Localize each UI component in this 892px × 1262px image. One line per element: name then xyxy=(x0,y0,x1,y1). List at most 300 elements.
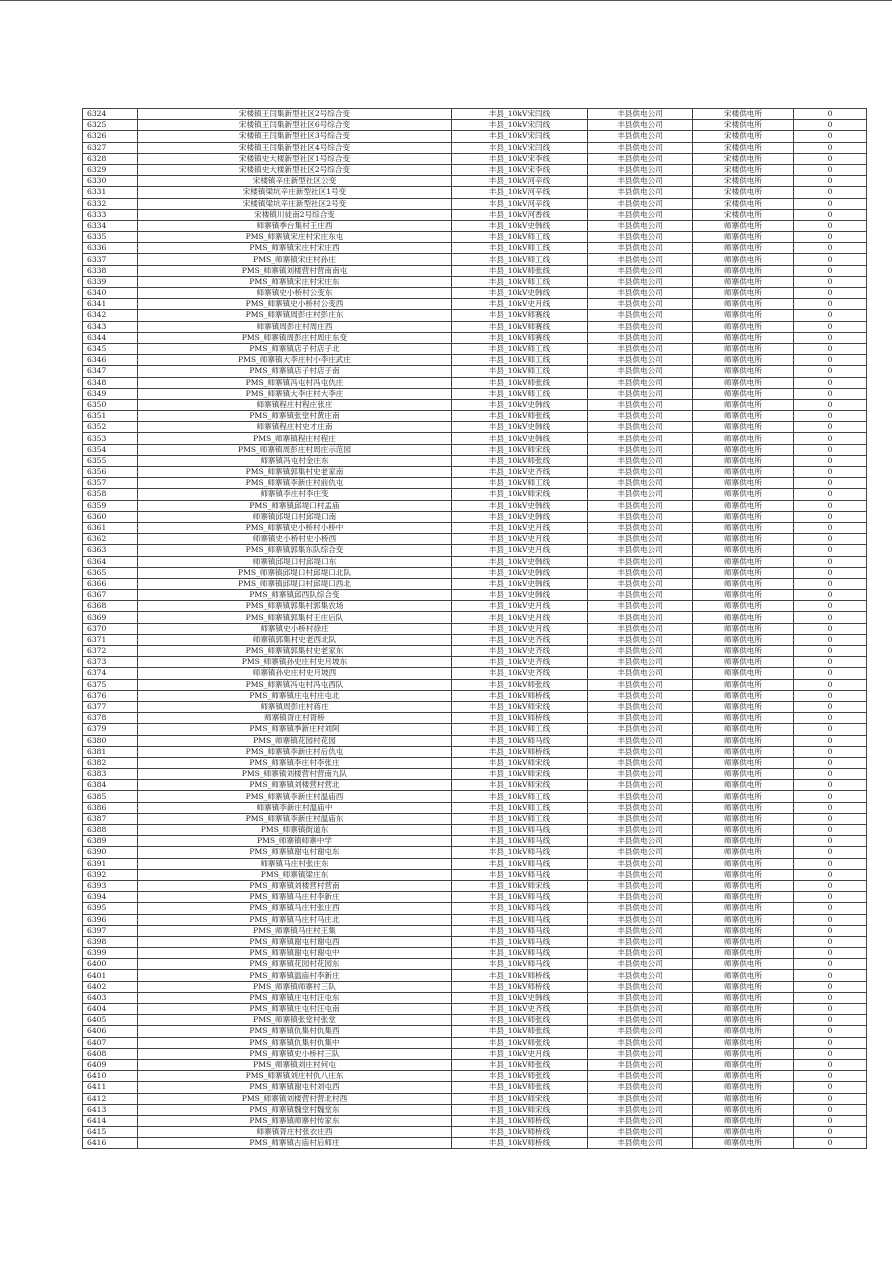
station-cell: 师寨供电所 xyxy=(693,1071,794,1082)
station-cell: 宋楼供电所 xyxy=(693,109,794,120)
station-cell: 师寨供电所 xyxy=(693,467,794,478)
station-cell: 师寨供电所 xyxy=(693,892,794,903)
table-row xyxy=(83,769,867,780)
feeder-line-cell: 丰县_10kV师桥线 xyxy=(452,981,588,992)
table-row xyxy=(83,1059,867,1070)
row-number-cell: 6409 xyxy=(83,1059,138,1070)
station-cell: 师寨供电所 xyxy=(693,657,794,668)
transformer-name-cell: PMS_师寨镇刘楼营村营南南屯 xyxy=(138,265,452,276)
transformer-name-cell: PMS_师寨镇店子村店子南 xyxy=(138,366,452,377)
feeder-line-cell: 丰县_10kV师张线 xyxy=(452,679,588,690)
table-row xyxy=(83,1093,867,1104)
feeder-line-cell: 丰县_10kV师工线 xyxy=(452,478,588,489)
row-number-cell: 6342 xyxy=(83,310,138,321)
station-cell: 宋楼供电所 xyxy=(693,131,794,142)
row-number-cell: 6349 xyxy=(83,388,138,399)
value-cell: 0 xyxy=(794,1093,867,1104)
feeder-line-cell: 丰县_10kV师马线 xyxy=(452,914,588,925)
station-cell: 师寨供电所 xyxy=(693,690,794,701)
transformer-name-cell: PMS_师寨镇宋庄村宋庄西 xyxy=(138,243,452,254)
company-cell: 丰县供电公司 xyxy=(588,422,693,433)
value-cell: 0 xyxy=(794,1004,867,1015)
feeder-line-cell: 丰县_10kV史韩线 xyxy=(452,288,588,299)
feeder-line-cell: 丰县_10kV史齐线 xyxy=(452,657,588,668)
station-cell: 师寨供电所 xyxy=(693,310,794,321)
transformer-name-cell: PMS_师寨镇马庄村马庄北 xyxy=(138,914,452,925)
transformer-name-cell: PMS_师寨镇郭集村王庄后队 xyxy=(138,612,452,623)
row-number-cell: 6346 xyxy=(83,355,138,366)
table-row xyxy=(83,668,867,679)
station-cell: 师寨供电所 xyxy=(693,701,794,712)
transformer-name-cell: 宋楼镇王闫集新型社区3号综合变 xyxy=(138,131,452,142)
station-cell: 师寨供电所 xyxy=(693,959,794,970)
value-cell: 0 xyxy=(794,825,867,836)
transformer-name-cell: 宋楼镇川徒南2号综合变 xyxy=(138,209,452,220)
company-cell: 丰县供电公司 xyxy=(588,243,693,254)
table-row xyxy=(83,545,867,556)
feeder-line-cell: 丰县_10kV师马线 xyxy=(452,948,588,959)
company-cell: 丰县供电公司 xyxy=(588,601,693,612)
station-cell: 师寨供电所 xyxy=(693,936,794,947)
table-row xyxy=(83,567,867,578)
value-cell: 0 xyxy=(794,433,867,444)
transformer-name-cell: PMS_师寨镇庄屯村庄屯北 xyxy=(138,690,452,701)
table-row xyxy=(83,265,867,276)
company-cell: 丰县供电公司 xyxy=(588,187,693,198)
row-number-cell: 6402 xyxy=(83,981,138,992)
company-cell: 丰县供电公司 xyxy=(588,981,693,992)
row-number-cell: 6381 xyxy=(83,746,138,757)
table-row xyxy=(83,153,867,164)
company-cell: 丰县供电公司 xyxy=(588,1127,693,1138)
feeder-line-cell: 丰县_10kV师工线 xyxy=(452,388,588,399)
feeder-line-cell: 丰县_10kV河辛线 xyxy=(452,198,588,209)
value-cell: 0 xyxy=(794,522,867,533)
table-row xyxy=(83,232,867,243)
transformer-name-cell: PMS_师寨镇庄屯村汪屯东 xyxy=(138,992,452,1003)
feeder-line-cell: 丰县_10kV师张线 xyxy=(452,411,588,422)
table-row xyxy=(83,690,867,701)
feeder-line-cell: 丰县_10kV史月线 xyxy=(452,522,588,533)
transformer-name-cell: 宋楼镇史大楼新型社区2号综合变 xyxy=(138,164,452,175)
feeder-line-cell: 丰县_10kV史月线 xyxy=(452,612,588,623)
row-number-cell: 6337 xyxy=(83,254,138,265)
transformer-name-cell: 宋楼镇史大楼新型社区1号综合变 xyxy=(138,153,452,164)
company-cell: 丰县供电公司 xyxy=(588,355,693,366)
table-row xyxy=(83,1048,867,1059)
row-number-cell: 6403 xyxy=(83,992,138,1003)
value-cell: 0 xyxy=(794,265,867,276)
company-cell: 丰县供电公司 xyxy=(588,209,693,220)
station-cell: 师寨供电所 xyxy=(693,724,794,735)
table-row xyxy=(83,131,867,142)
transformer-name-cell: 师寨镇邱堤口村邱堤口东 xyxy=(138,556,452,567)
row-number-cell: 6367 xyxy=(83,590,138,601)
company-cell: 丰县供电公司 xyxy=(588,612,693,623)
company-cell: 丰县供电公司 xyxy=(588,970,693,981)
station-cell: 师寨供电所 xyxy=(693,713,794,724)
transformer-name-cell: 宋楼镇王闫集新型社区4号综合变 xyxy=(138,142,452,153)
station-cell: 师寨供电所 xyxy=(693,948,794,959)
value-cell: 0 xyxy=(794,601,867,612)
row-number-cell: 6364 xyxy=(83,556,138,567)
station-cell: 师寨供电所 xyxy=(693,355,794,366)
company-cell: 丰县供电公司 xyxy=(588,220,693,231)
row-number-cell: 6324 xyxy=(83,109,138,120)
row-number-cell: 6348 xyxy=(83,377,138,388)
row-number-cell: 6379 xyxy=(83,724,138,735)
feeder-line-cell: 丰县_10kV史齐线 xyxy=(452,467,588,478)
feeder-line-cell: 丰县_10kV师桥线 xyxy=(452,713,588,724)
company-cell: 丰县供电公司 xyxy=(588,254,693,265)
feeder-line-cell: 丰县_10kV宋闫线 xyxy=(452,142,588,153)
station-cell: 师寨供电所 xyxy=(693,321,794,332)
company-cell: 丰县供电公司 xyxy=(588,1004,693,1015)
transformer-name-cell: PMS_师寨镇马庄村李新庄 xyxy=(138,892,452,903)
table-row xyxy=(83,556,867,567)
company-cell: 丰县供电公司 xyxy=(588,713,693,724)
station-cell: 师寨供电所 xyxy=(693,769,794,780)
feeder-line-cell: 丰县_10kV宋闫线 xyxy=(452,120,588,131)
table-row xyxy=(83,735,867,746)
feeder-line-cell: 丰县_10kV师工线 xyxy=(452,791,588,802)
company-cell: 丰县供电公司 xyxy=(588,500,693,511)
company-cell: 丰县供电公司 xyxy=(588,153,693,164)
row-number-cell: 6399 xyxy=(83,948,138,959)
transformer-name-cell: 宋楼镇梁坑辛庄新型社区2号变 xyxy=(138,198,452,209)
value-cell: 0 xyxy=(794,735,867,746)
value-cell: 0 xyxy=(794,176,867,187)
station-cell: 师寨供电所 xyxy=(693,243,794,254)
company-cell: 丰县供电公司 xyxy=(588,1082,693,1093)
row-number-cell: 6389 xyxy=(83,836,138,847)
transformer-name-cell: PMS_师寨镇张堂村张堂 xyxy=(138,1015,452,1026)
station-cell: 宋楼供电所 xyxy=(693,142,794,153)
value-cell: 0 xyxy=(794,109,867,120)
company-cell: 丰县供电公司 xyxy=(588,388,693,399)
transformer-name-cell: PMS_师寨镇宋庄村孙庄 xyxy=(138,254,452,265)
transformer-name-cell: 师寨镇程庄村程庄张庄 xyxy=(138,399,452,410)
company-cell: 丰县供电公司 xyxy=(588,578,693,589)
value-cell: 0 xyxy=(794,802,867,813)
table-row xyxy=(83,869,867,880)
row-number-cell: 6330 xyxy=(83,176,138,187)
station-cell: 师寨供电所 xyxy=(693,813,794,824)
value-cell: 0 xyxy=(794,355,867,366)
station-cell: 师寨供电所 xyxy=(693,366,794,377)
company-cell: 丰县供电公司 xyxy=(588,679,693,690)
value-cell: 0 xyxy=(794,948,867,959)
row-number-cell: 6388 xyxy=(83,825,138,836)
company-cell: 丰县供电公司 xyxy=(588,847,693,858)
feeder-line-cell: 丰县_10kV师工线 xyxy=(452,813,588,824)
transformer-name-cell: 宋楼镇王闫集新型社区2号综合变 xyxy=(138,109,452,120)
feeder-line-cell: 丰县_10kV史韩线 xyxy=(452,399,588,410)
table-row xyxy=(83,366,867,377)
value-cell: 0 xyxy=(794,1037,867,1048)
station-cell: 师寨供电所 xyxy=(693,1037,794,1048)
value-cell: 0 xyxy=(794,757,867,768)
row-number-cell: 6341 xyxy=(83,299,138,310)
table-row xyxy=(83,1127,867,1138)
row-number-cell: 6338 xyxy=(83,265,138,276)
row-number-cell: 6352 xyxy=(83,422,138,433)
feeder-line-cell: 丰县_10kV师桥线 xyxy=(452,746,588,757)
company-cell: 丰县供电公司 xyxy=(588,299,693,310)
value-cell: 0 xyxy=(794,478,867,489)
company-cell: 丰县供电公司 xyxy=(588,992,693,1003)
row-number-cell: 6394 xyxy=(83,892,138,903)
transformer-name-cell: PMS_师寨镇大李庄村小李庄武庄 xyxy=(138,355,452,366)
transformer-name-cell: 师寨镇李新庄村温庙中 xyxy=(138,802,452,813)
station-cell: 师寨供电所 xyxy=(693,399,794,410)
feeder-line-cell: 丰县_10kV宋李线 xyxy=(452,153,588,164)
transformer-name-cell: PMS_师寨镇史小桥村公变西 xyxy=(138,299,452,310)
value-cell: 0 xyxy=(794,701,867,712)
station-cell: 师寨供电所 xyxy=(693,623,794,634)
transformer-name-cell: PMS_师寨镇师寨中学 xyxy=(138,836,452,847)
value-cell: 0 xyxy=(794,120,867,131)
row-number-cell: 6344 xyxy=(83,332,138,343)
feeder-line-cell: 丰县_10kV师工线 xyxy=(452,366,588,377)
row-number-cell: 6385 xyxy=(83,791,138,802)
feeder-line-cell: 丰县_10kV师工线 xyxy=(452,724,588,735)
transformer-name-cell: PMS_师寨镇刘楼营村营南 xyxy=(138,880,452,891)
company-cell: 丰县供电公司 xyxy=(588,668,693,679)
value-cell: 0 xyxy=(794,679,867,690)
table-row xyxy=(83,120,867,131)
table-row xyxy=(83,981,867,992)
value-cell: 0 xyxy=(794,1048,867,1059)
value-cell: 0 xyxy=(794,444,867,455)
transformer-name-cell: PMS_师寨镇店子村店子北 xyxy=(138,343,452,354)
value-cell: 0 xyxy=(794,366,867,377)
value-cell: 0 xyxy=(794,590,867,601)
company-cell: 丰县供电公司 xyxy=(588,634,693,645)
value-cell: 0 xyxy=(794,791,867,802)
value-cell: 0 xyxy=(794,545,867,556)
row-number-cell: 6408 xyxy=(83,1048,138,1059)
station-cell: 师寨供电所 xyxy=(693,500,794,511)
transformer-name-cell: PMS_师寨镇孙史庄村史月坡东 xyxy=(138,657,452,668)
company-cell: 丰县供电公司 xyxy=(588,321,693,332)
row-number-cell: 6332 xyxy=(83,198,138,209)
station-cell: 师寨供电所 xyxy=(693,668,794,679)
table-row xyxy=(83,590,867,601)
table-row xyxy=(83,209,867,220)
row-number-cell: 6393 xyxy=(83,880,138,891)
company-cell: 丰县供电公司 xyxy=(588,164,693,175)
row-number-cell: 6395 xyxy=(83,903,138,914)
company-cell: 丰县供电公司 xyxy=(588,701,693,712)
row-number-cell: 6331 xyxy=(83,187,138,198)
feeder-line-cell: 丰县_10kV师宋线 xyxy=(452,880,588,891)
station-cell: 师寨供电所 xyxy=(693,276,794,287)
value-cell: 0 xyxy=(794,1127,867,1138)
table-row xyxy=(83,321,867,332)
company-cell: 丰县供电公司 xyxy=(588,511,693,522)
feeder-line-cell: 丰县_10kV宋闫线 xyxy=(452,109,588,120)
table-row xyxy=(83,746,867,757)
station-cell: 师寨供电所 xyxy=(693,825,794,836)
value-cell: 0 xyxy=(794,623,867,634)
company-cell: 丰县供电公司 xyxy=(588,288,693,299)
row-number-cell: 6400 xyxy=(83,959,138,970)
company-cell: 丰县供电公司 xyxy=(588,780,693,791)
row-number-cell: 6368 xyxy=(83,601,138,612)
table-row xyxy=(83,455,867,466)
station-cell: 师寨供电所 xyxy=(693,847,794,858)
value-cell: 0 xyxy=(794,1082,867,1093)
transformer-name-cell: PMS_师寨镇仇集村仇集中 xyxy=(138,1037,452,1048)
company-cell: 丰县供电公司 xyxy=(588,366,693,377)
value-cell: 0 xyxy=(794,769,867,780)
feeder-line-cell: 丰县_10kV师工线 xyxy=(452,254,588,265)
value-cell: 0 xyxy=(794,388,867,399)
station-cell: 师寨供电所 xyxy=(693,522,794,533)
station-cell: 师寨供电所 xyxy=(693,511,794,522)
feeder-line-cell: 丰县_10kV师张线 xyxy=(452,377,588,388)
company-cell: 丰县供电公司 xyxy=(588,646,693,657)
transformer-name-cell: PMS_师寨镇马庄村张庄西 xyxy=(138,903,452,914)
table-row xyxy=(83,825,867,836)
company-cell: 丰县供电公司 xyxy=(588,836,693,847)
station-cell: 师寨供电所 xyxy=(693,444,794,455)
company-cell: 丰县供电公司 xyxy=(588,1104,693,1115)
table-row xyxy=(83,534,867,545)
company-cell: 丰县供电公司 xyxy=(588,724,693,735)
table-row xyxy=(83,332,867,343)
table-row xyxy=(83,142,867,153)
station-cell: 师寨供电所 xyxy=(693,880,794,891)
table-row xyxy=(83,399,867,410)
value-cell: 0 xyxy=(794,299,867,310)
row-number-cell: 6326 xyxy=(83,131,138,142)
company-cell: 丰县供电公司 xyxy=(588,556,693,567)
value-cell: 0 xyxy=(794,746,867,757)
feeder-line-cell: 丰县_10kV师马线 xyxy=(452,892,588,903)
value-cell: 0 xyxy=(794,914,867,925)
table-row xyxy=(83,1026,867,1037)
feeder-line-cell: 丰县_10kV师张线 xyxy=(452,1037,588,1048)
feeder-line-cell: 丰县_10kV史月线 xyxy=(452,623,588,634)
company-cell: 丰县供电公司 xyxy=(588,411,693,422)
station-cell: 师寨供电所 xyxy=(693,903,794,914)
page-top-rule xyxy=(0,0,892,1)
table-row xyxy=(83,858,867,869)
feeder-line-cell: 丰县_10kV师宋线 xyxy=(452,1104,588,1115)
company-cell: 丰县供电公司 xyxy=(588,1037,693,1048)
row-number-cell: 6374 xyxy=(83,668,138,679)
row-number-cell: 6350 xyxy=(83,399,138,410)
station-cell: 师寨供电所 xyxy=(693,343,794,354)
table-row xyxy=(83,757,867,768)
value-cell: 0 xyxy=(794,220,867,231)
value-cell: 0 xyxy=(794,411,867,422)
station-cell: 师寨供电所 xyxy=(693,433,794,444)
transformer-name-cell: 师寨镇程庄村史才庄南 xyxy=(138,422,452,433)
feeder-line-cell: 丰县_10kV师马线 xyxy=(452,825,588,836)
feeder-line-cell: 丰县_10kV河香线 xyxy=(452,209,588,220)
row-number-cell: 6380 xyxy=(83,735,138,746)
feeder-line-cell: 丰县_10kV史月线 xyxy=(452,601,588,612)
transformer-name-cell: PMS_师寨镇刘楼营村营北 xyxy=(138,780,452,791)
row-number-cell: 6413 xyxy=(83,1104,138,1115)
station-cell: 师寨供电所 xyxy=(693,489,794,500)
company-cell: 丰县供电公司 xyxy=(588,690,693,701)
table-row xyxy=(83,724,867,735)
transformer-name-cell: PMS_师寨镇冯屯村冯屯西队 xyxy=(138,679,452,690)
company-cell: 丰县供电公司 xyxy=(588,657,693,668)
company-cell: 丰县供电公司 xyxy=(588,276,693,287)
station-cell: 师寨供电所 xyxy=(693,411,794,422)
table-row xyxy=(83,254,867,265)
row-number-cell: 6353 xyxy=(83,433,138,444)
company-cell: 丰县供电公司 xyxy=(588,880,693,891)
company-cell: 丰县供电公司 xyxy=(588,522,693,533)
transformer-name-cell: PMS_师寨镇郭集村史老家东 xyxy=(138,646,452,657)
transformer-name-cell: PMS_师寨镇魏堂村魏堂东 xyxy=(138,1104,452,1115)
company-cell: 丰县供电公司 xyxy=(588,1026,693,1037)
company-cell: 丰县供电公司 xyxy=(588,825,693,836)
company-cell: 丰县供电公司 xyxy=(588,959,693,970)
station-cell: 师寨供电所 xyxy=(693,601,794,612)
company-cell: 丰县供电公司 xyxy=(588,377,693,388)
value-cell: 0 xyxy=(794,892,867,903)
station-cell: 师寨供电所 xyxy=(693,836,794,847)
station-cell: 师寨供电所 xyxy=(693,1138,794,1149)
table-row xyxy=(83,511,867,522)
table-row xyxy=(83,836,867,847)
feeder-line-cell: 丰县_10kV史韩线 xyxy=(452,220,588,231)
row-number-cell: 6370 xyxy=(83,623,138,634)
table-row xyxy=(83,1104,867,1115)
company-cell: 丰县供电公司 xyxy=(588,623,693,634)
feeder-line-cell: 丰县_10kV史韩线 xyxy=(452,578,588,589)
station-cell: 宋楼供电所 xyxy=(693,198,794,209)
value-cell: 0 xyxy=(794,724,867,735)
station-cell: 师寨供电所 xyxy=(693,858,794,869)
feeder-line-cell: 丰县_10kV师宋线 xyxy=(452,780,588,791)
feeder-line-cell: 丰县_10kV史齐线 xyxy=(452,668,588,679)
transformer-name-cell: PMS_师寨镇史小桥村小桥中 xyxy=(138,522,452,533)
station-cell: 宋楼供电所 xyxy=(693,153,794,164)
transformer-name-cell: 师寨镇史小桥村史小桥西 xyxy=(138,534,452,545)
transformer-name-cell: PMS_师寨镇郭集村史老家南 xyxy=(138,467,452,478)
table-row xyxy=(83,925,867,936)
row-number-cell: 6386 xyxy=(83,802,138,813)
station-cell: 师寨供电所 xyxy=(693,254,794,265)
feeder-line-cell: 丰县_10kV师工线 xyxy=(452,243,588,254)
value-cell: 0 xyxy=(794,556,867,567)
table-row xyxy=(83,948,867,959)
table-row xyxy=(83,444,867,455)
row-number-cell: 6372 xyxy=(83,646,138,657)
transformer-name-cell: PMS_师寨镇花园村花园东 xyxy=(138,959,452,970)
company-cell: 丰县供电公司 xyxy=(588,791,693,802)
row-number-cell: 6345 xyxy=(83,343,138,354)
station-cell: 师寨供电所 xyxy=(693,422,794,433)
station-cell: 师寨供电所 xyxy=(693,992,794,1003)
row-number-cell: 6358 xyxy=(83,489,138,500)
feeder-line-cell: 丰县_10kV师张线 xyxy=(452,455,588,466)
transformer-name-cell: PMS_师寨镇庄屯村汪屯南 xyxy=(138,1004,452,1015)
feeder-line-cell: 丰县_10kV河辛线 xyxy=(452,187,588,198)
transformer-name-cell: PMS_师寨镇周彭庄村周庄示范园 xyxy=(138,444,452,455)
table-row xyxy=(83,992,867,1003)
table-row xyxy=(83,522,867,533)
station-cell: 师寨供电所 xyxy=(693,746,794,757)
